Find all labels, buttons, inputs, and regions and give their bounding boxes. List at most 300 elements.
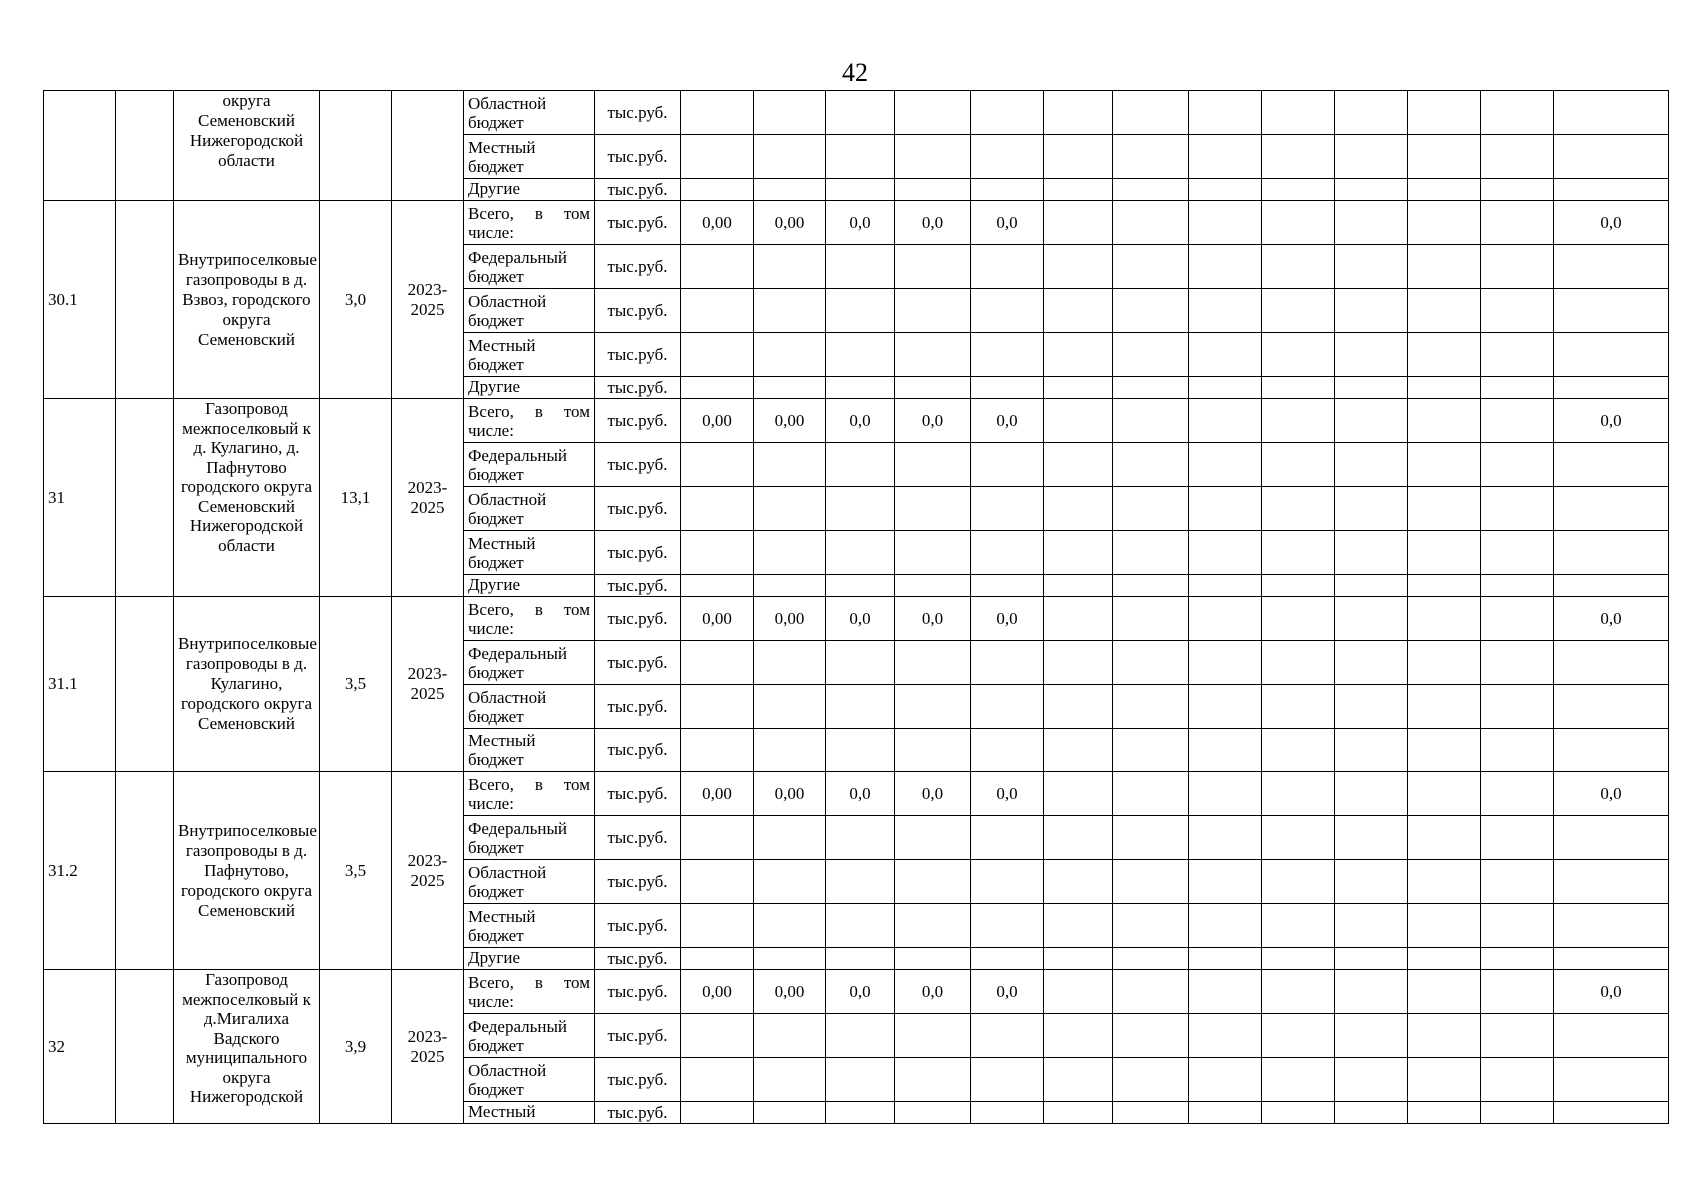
amount-cell bbox=[1262, 772, 1335, 816]
amount-cell bbox=[1113, 399, 1189, 443]
amount-cell bbox=[1554, 531, 1669, 575]
amount-cell bbox=[681, 1102, 754, 1124]
amount-cell bbox=[971, 948, 1044, 970]
amount-cell bbox=[1554, 487, 1669, 531]
unit-cell: тыс.руб. bbox=[595, 729, 681, 772]
amount-cell bbox=[1262, 289, 1335, 333]
funding-source: Областной бюджет bbox=[464, 860, 595, 904]
object-name: округа Семеновский Нижегородской области bbox=[174, 91, 320, 201]
amount-cell bbox=[754, 487, 826, 531]
amount-cell bbox=[1113, 443, 1189, 487]
amount-cell bbox=[1335, 575, 1408, 597]
amount-cell bbox=[1481, 377, 1554, 399]
amount-cell bbox=[895, 816, 971, 860]
amount-cell bbox=[681, 135, 754, 179]
amount-cell bbox=[971, 575, 1044, 597]
amount-cell bbox=[1044, 289, 1113, 333]
funding-source-total-line: числе: bbox=[468, 420, 514, 440]
amount-cell bbox=[1044, 597, 1113, 641]
amount-cell bbox=[1408, 772, 1481, 816]
amount-cell bbox=[1113, 575, 1189, 597]
amount-cell bbox=[1262, 377, 1335, 399]
amount-cell bbox=[1113, 91, 1189, 135]
funding-source: Местный бюджет bbox=[464, 904, 595, 948]
row-number: 30.1 bbox=[44, 201, 116, 399]
row-code bbox=[116, 970, 174, 1124]
amount-cell bbox=[1189, 443, 1262, 487]
unit-cell: тыс.руб. bbox=[595, 970, 681, 1014]
amount-cell bbox=[1113, 641, 1189, 685]
amount-cell bbox=[1335, 1058, 1408, 1102]
amount-cell: 0,0 bbox=[895, 970, 971, 1014]
amount-cell bbox=[895, 904, 971, 948]
amount-cell bbox=[1408, 443, 1481, 487]
amount-cell bbox=[681, 333, 754, 377]
amount-cell bbox=[1408, 729, 1481, 772]
amount-cell bbox=[681, 377, 754, 399]
amount-cell bbox=[754, 289, 826, 333]
amount-cell bbox=[1408, 816, 1481, 860]
amount-cell: 0,00 bbox=[681, 597, 754, 641]
amount-cell bbox=[1554, 1058, 1669, 1102]
amount-cell bbox=[1335, 135, 1408, 179]
amount-cell bbox=[1262, 948, 1335, 970]
unit-cell: тыс.руб. bbox=[595, 531, 681, 575]
amount-cell bbox=[1554, 179, 1669, 201]
row-code bbox=[116, 597, 174, 772]
amount-cell bbox=[681, 729, 754, 772]
amount-cell bbox=[826, 860, 895, 904]
amount-cell bbox=[754, 377, 826, 399]
amount-cell bbox=[1335, 179, 1408, 201]
amount-cell bbox=[1335, 948, 1408, 970]
amount-cell bbox=[895, 377, 971, 399]
amount-cell bbox=[895, 179, 971, 201]
table-row bbox=[44, 399, 1669, 443]
amount-cell bbox=[1044, 179, 1113, 201]
amount-cell bbox=[971, 816, 1044, 860]
amount-cell bbox=[826, 816, 895, 860]
amount-cell bbox=[895, 487, 971, 531]
amount-cell bbox=[681, 1058, 754, 1102]
amount-cell: 0,0 bbox=[826, 201, 895, 245]
amount-cell bbox=[1481, 729, 1554, 772]
funding-source bbox=[464, 772, 595, 816]
amount-cell bbox=[1335, 860, 1408, 904]
amount-cell bbox=[1554, 860, 1669, 904]
financing-table bbox=[43, 90, 1669, 1124]
years: 2023-2025 bbox=[392, 970, 464, 1124]
amount-cell bbox=[754, 333, 826, 377]
amount-cell bbox=[1044, 377, 1113, 399]
amount-cell bbox=[1189, 575, 1262, 597]
unit-cell: тыс.руб. bbox=[595, 399, 681, 443]
amount-cell bbox=[1113, 135, 1189, 179]
row-number bbox=[44, 91, 116, 201]
row-number: 31 bbox=[44, 399, 116, 597]
amount-cell bbox=[1481, 685, 1554, 729]
amount-cell bbox=[1554, 135, 1669, 179]
length-km: 3,9 bbox=[320, 970, 392, 1124]
amount-cell: 0,0 bbox=[971, 970, 1044, 1014]
row-code bbox=[116, 399, 174, 597]
amount-cell bbox=[1113, 970, 1189, 1014]
amount-cell bbox=[1262, 685, 1335, 729]
amount-cell bbox=[754, 179, 826, 201]
unit-cell: тыс.руб. bbox=[595, 685, 681, 729]
unit-cell: тыс.руб. bbox=[595, 1058, 681, 1102]
amount-cell bbox=[1481, 641, 1554, 685]
amount-cell bbox=[1335, 1014, 1408, 1058]
amount-cell bbox=[1408, 948, 1481, 970]
amount-cell bbox=[895, 443, 971, 487]
amount-cell bbox=[1408, 904, 1481, 948]
amount-cell bbox=[754, 729, 826, 772]
amount-cell bbox=[754, 1058, 826, 1102]
amount-cell: 0,0 bbox=[1554, 201, 1669, 245]
amount-cell bbox=[826, 135, 895, 179]
amount-cell bbox=[1044, 1014, 1113, 1058]
amount-cell bbox=[1481, 245, 1554, 289]
funding-source-total-line: Всего, в том bbox=[468, 972, 590, 992]
amount-cell bbox=[971, 179, 1044, 201]
amount-cell bbox=[971, 1058, 1044, 1102]
amount-cell: 0,0 bbox=[971, 201, 1044, 245]
amount-cell bbox=[1262, 1014, 1335, 1058]
amount-cell bbox=[971, 245, 1044, 289]
amount-cell: 0,00 bbox=[754, 597, 826, 641]
amount-cell bbox=[895, 333, 971, 377]
funding-source: Другие bbox=[464, 575, 595, 597]
table-row bbox=[44, 597, 1669, 641]
amount-cell bbox=[1044, 135, 1113, 179]
amount-cell bbox=[1408, 860, 1481, 904]
amount-cell bbox=[1408, 685, 1481, 729]
amount-cell bbox=[681, 245, 754, 289]
funding-source bbox=[464, 201, 595, 245]
amount-cell bbox=[1044, 685, 1113, 729]
row-number: 31.2 bbox=[44, 772, 116, 970]
amount-cell bbox=[971, 729, 1044, 772]
length-km: 13,1 bbox=[320, 399, 392, 597]
amount-cell bbox=[971, 641, 1044, 685]
amount-cell bbox=[826, 289, 895, 333]
amount-cell: 0,0 bbox=[826, 597, 895, 641]
amount-cell bbox=[1044, 91, 1113, 135]
amount-cell bbox=[826, 1102, 895, 1124]
amount-cell bbox=[1262, 575, 1335, 597]
amount-cell: 0,0 bbox=[971, 772, 1044, 816]
amount-cell bbox=[1335, 641, 1408, 685]
amount-cell bbox=[1335, 289, 1408, 333]
funding-source: Федеральный бюджет bbox=[464, 1014, 595, 1058]
amount-cell bbox=[826, 1014, 895, 1058]
length-km: 3,0 bbox=[320, 201, 392, 399]
funding-source-total-line: Всего, в том bbox=[468, 774, 590, 794]
amount-cell bbox=[1189, 904, 1262, 948]
amount-cell bbox=[1335, 333, 1408, 377]
amount-cell bbox=[1113, 772, 1189, 816]
amount-cell bbox=[1113, 685, 1189, 729]
amount-cell bbox=[1554, 91, 1669, 135]
funding-source: Другие bbox=[464, 377, 595, 399]
amount-cell bbox=[1262, 729, 1335, 772]
amount-cell bbox=[681, 1014, 754, 1058]
amount-cell bbox=[1554, 729, 1669, 772]
unit-cell: тыс.руб. bbox=[595, 91, 681, 135]
amount-cell bbox=[1262, 1102, 1335, 1124]
amount-cell bbox=[1189, 531, 1262, 575]
unit-cell: тыс.руб. bbox=[595, 443, 681, 487]
amount-cell bbox=[1481, 1014, 1554, 1058]
unit-cell: тыс.руб. bbox=[595, 948, 681, 970]
funding-source: Федеральный бюджет bbox=[464, 816, 595, 860]
amount-cell bbox=[1335, 904, 1408, 948]
amount-cell bbox=[971, 289, 1044, 333]
amount-cell: 0,00 bbox=[754, 201, 826, 245]
amount-cell bbox=[1044, 904, 1113, 948]
amount-cell bbox=[826, 729, 895, 772]
amount-cell bbox=[1335, 443, 1408, 487]
amount-cell bbox=[754, 1102, 826, 1124]
amount-cell bbox=[1408, 597, 1481, 641]
unit-cell: тыс.руб. bbox=[595, 245, 681, 289]
amount-cell bbox=[1335, 487, 1408, 531]
amount-cell bbox=[754, 91, 826, 135]
amount-cell: 0,00 bbox=[681, 970, 754, 1014]
table-row bbox=[44, 970, 1669, 1014]
amount-cell bbox=[826, 641, 895, 685]
unit-cell: тыс.руб. bbox=[595, 860, 681, 904]
amount-cell bbox=[1262, 531, 1335, 575]
amount-cell bbox=[1113, 179, 1189, 201]
amount-cell bbox=[1189, 377, 1262, 399]
amount-cell bbox=[681, 531, 754, 575]
amount-cell: 0,0 bbox=[895, 772, 971, 816]
amount-cell: 0,0 bbox=[826, 399, 895, 443]
amount-cell bbox=[1554, 333, 1669, 377]
amount-cell bbox=[1113, 289, 1189, 333]
amount-cell bbox=[1554, 245, 1669, 289]
amount-cell bbox=[1262, 443, 1335, 487]
amount-cell bbox=[1044, 641, 1113, 685]
amount-cell bbox=[754, 443, 826, 487]
amount-cell bbox=[1113, 904, 1189, 948]
amount-cell bbox=[826, 531, 895, 575]
row-number: 31.1 bbox=[44, 597, 116, 772]
object-name: Внутрипоселковые газопроводы в д. Кулагино, городского округа Семеновский bbox=[174, 597, 320, 772]
amount-cell bbox=[1335, 685, 1408, 729]
object-name: Внутрипоселковые газопроводы в д. Взвоз, городского округа Семеновский bbox=[174, 201, 320, 399]
amount-cell bbox=[1335, 597, 1408, 641]
funding-source-total-line: числе: bbox=[468, 618, 514, 638]
amount-cell bbox=[1189, 245, 1262, 289]
funding-source bbox=[464, 399, 595, 443]
amount-cell bbox=[826, 904, 895, 948]
amount-cell: 0,0 bbox=[1554, 399, 1669, 443]
amount-cell bbox=[1554, 575, 1669, 597]
amount-cell bbox=[681, 289, 754, 333]
amount-cell bbox=[1044, 1102, 1113, 1124]
row-code bbox=[116, 201, 174, 399]
funding-source: Местный bbox=[464, 1102, 595, 1124]
funding-source: Федеральный бюджет bbox=[464, 641, 595, 685]
row-code bbox=[116, 91, 174, 201]
amount-cell bbox=[1335, 377, 1408, 399]
funding-source-total-line: Всего, в том bbox=[468, 599, 590, 619]
object-name: Газопровод межпоселковый к д.Мигалиха Вадского муниципального округа Нижегородской bbox=[174, 970, 320, 1124]
amount-cell bbox=[1335, 531, 1408, 575]
amount-cell: 0,00 bbox=[754, 772, 826, 816]
unit-cell: тыс.руб. bbox=[595, 772, 681, 816]
funding-source: Областной бюджет bbox=[464, 1058, 595, 1102]
amount-cell bbox=[1554, 948, 1669, 970]
object-name: Газопровод межпоселковый к д. Кулагино, д. Пафнутово городского округа Семеновский Нижегородской области bbox=[174, 399, 320, 597]
amount-cell bbox=[971, 333, 1044, 377]
amount-cell bbox=[754, 245, 826, 289]
amount-cell bbox=[1408, 487, 1481, 531]
amount-cell: 0,0 bbox=[895, 597, 971, 641]
amount-cell bbox=[1189, 597, 1262, 641]
amount-cell: 0,0 bbox=[1554, 772, 1669, 816]
table-row bbox=[44, 772, 1669, 816]
length-km: 3,5 bbox=[320, 597, 392, 772]
amount-cell bbox=[681, 948, 754, 970]
amount-cell bbox=[1113, 377, 1189, 399]
amount-cell bbox=[1408, 970, 1481, 1014]
amount-cell bbox=[826, 685, 895, 729]
amount-cell bbox=[895, 245, 971, 289]
amount-cell bbox=[1408, 179, 1481, 201]
amount-cell bbox=[971, 135, 1044, 179]
funding-source: Местный бюджет bbox=[464, 333, 595, 377]
amount-cell bbox=[826, 333, 895, 377]
amount-cell: 0,0 bbox=[895, 399, 971, 443]
amount-cell bbox=[971, 91, 1044, 135]
years: 2023-2025 bbox=[392, 772, 464, 970]
amount-cell bbox=[1113, 531, 1189, 575]
amount-cell bbox=[1113, 729, 1189, 772]
amount-cell bbox=[1189, 487, 1262, 531]
amount-cell bbox=[895, 860, 971, 904]
amount-cell: 0,0 bbox=[1554, 970, 1669, 1014]
amount-cell bbox=[895, 531, 971, 575]
amount-cell bbox=[1335, 729, 1408, 772]
amount-cell bbox=[1044, 948, 1113, 970]
amount-cell bbox=[1113, 816, 1189, 860]
amount-cell: 0,0 bbox=[895, 201, 971, 245]
amount-cell bbox=[1044, 333, 1113, 377]
amount-cell bbox=[1189, 772, 1262, 816]
funding-source: Местный бюджет bbox=[464, 531, 595, 575]
amount-cell bbox=[1554, 377, 1669, 399]
amount-cell bbox=[1044, 201, 1113, 245]
amount-cell bbox=[1113, 948, 1189, 970]
table-row bbox=[44, 201, 1669, 245]
amount-cell bbox=[681, 575, 754, 597]
amount-cell bbox=[1113, 487, 1189, 531]
amount-cell bbox=[1554, 816, 1669, 860]
amount-cell bbox=[1262, 597, 1335, 641]
amount-cell bbox=[971, 685, 1044, 729]
amount-cell bbox=[1189, 91, 1262, 135]
amount-cell: 0,0 bbox=[826, 970, 895, 1014]
row-code bbox=[116, 772, 174, 970]
table-row bbox=[44, 91, 1669, 135]
funding-source: Областной бюджет bbox=[464, 289, 595, 333]
unit-cell: тыс.руб. bbox=[595, 487, 681, 531]
amount-cell bbox=[754, 685, 826, 729]
amount-cell bbox=[1113, 333, 1189, 377]
amount-cell bbox=[1189, 399, 1262, 443]
amount-cell bbox=[681, 816, 754, 860]
amount-cell bbox=[1262, 487, 1335, 531]
amount-cell bbox=[1044, 245, 1113, 289]
amount-cell bbox=[971, 443, 1044, 487]
funding-source: Другие bbox=[464, 179, 595, 201]
amount-cell bbox=[1408, 1014, 1481, 1058]
amount-cell bbox=[1189, 333, 1262, 377]
row-number: 32 bbox=[44, 970, 116, 1124]
amount-cell bbox=[1481, 531, 1554, 575]
amount-cell bbox=[1335, 772, 1408, 816]
amount-cell bbox=[1262, 904, 1335, 948]
amount-cell: 0,00 bbox=[681, 399, 754, 443]
amount-cell bbox=[1044, 860, 1113, 904]
funding-source: Федеральный бюджет bbox=[464, 245, 595, 289]
amount-cell bbox=[1408, 1058, 1481, 1102]
page-number: 42 bbox=[842, 58, 868, 87]
amount-cell bbox=[1262, 135, 1335, 179]
amount-cell bbox=[681, 860, 754, 904]
amount-cell bbox=[1189, 1102, 1262, 1124]
amount-cell: 0,00 bbox=[681, 201, 754, 245]
funding-source: Местный бюджет bbox=[464, 729, 595, 772]
amount-cell bbox=[1189, 201, 1262, 245]
amount-cell bbox=[1189, 1058, 1262, 1102]
amount-cell bbox=[895, 135, 971, 179]
amount-cell bbox=[1481, 597, 1554, 641]
amount-cell bbox=[895, 289, 971, 333]
amount-cell bbox=[681, 904, 754, 948]
funding-source bbox=[464, 597, 595, 641]
amount-cell bbox=[1044, 487, 1113, 531]
unit-cell: тыс.руб. bbox=[595, 201, 681, 245]
length-km: 3,5 bbox=[320, 772, 392, 970]
amount-cell bbox=[895, 1102, 971, 1124]
unit-cell: тыс.руб. bbox=[595, 333, 681, 377]
years: 2023-2025 bbox=[392, 597, 464, 772]
amount-cell bbox=[895, 575, 971, 597]
amount-cell bbox=[1044, 772, 1113, 816]
amount-cell bbox=[1408, 399, 1481, 443]
amount-cell bbox=[1408, 135, 1481, 179]
amount-cell bbox=[1554, 641, 1669, 685]
amount-cell bbox=[754, 1014, 826, 1058]
amount-cell bbox=[1189, 816, 1262, 860]
amount-cell bbox=[1189, 1014, 1262, 1058]
amount-cell bbox=[826, 179, 895, 201]
amount-cell bbox=[1044, 816, 1113, 860]
amount-cell bbox=[1189, 948, 1262, 970]
amount-cell bbox=[1335, 970, 1408, 1014]
amount-cell bbox=[895, 641, 971, 685]
amount-cell bbox=[1113, 1014, 1189, 1058]
unit-cell: тыс.руб. bbox=[595, 1014, 681, 1058]
amount-cell bbox=[971, 860, 1044, 904]
amount-cell bbox=[1113, 860, 1189, 904]
funding-source: Областной бюджет bbox=[464, 685, 595, 729]
